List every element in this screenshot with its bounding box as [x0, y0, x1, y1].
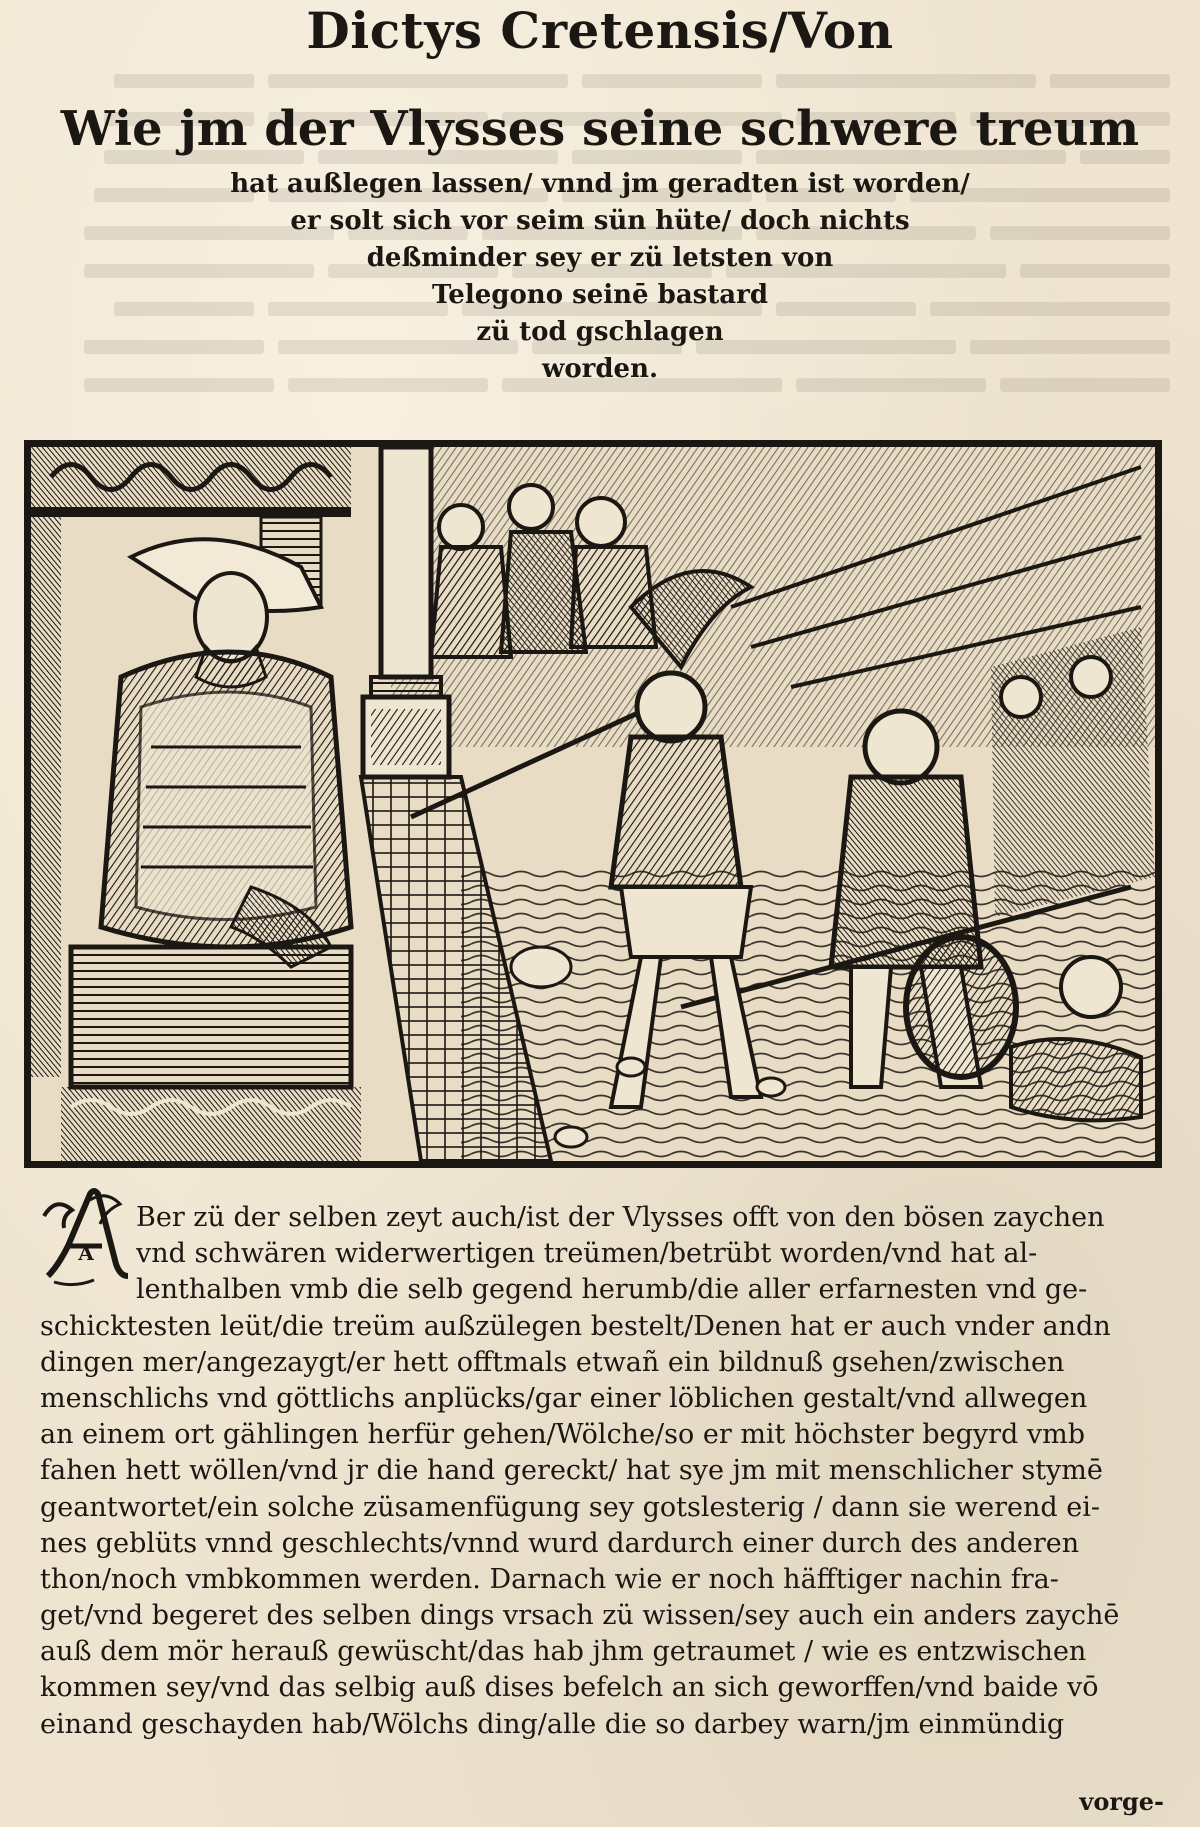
text-line: schicktesten leüt/die treüm außzülegen bestelt/Denen hat er auch vnder andn — [40, 1310, 1111, 1342]
subtitle-line: zü tod gschlagen — [476, 317, 724, 347]
text-line: geantwortet/ein solche züsamenfügung sey gotslesterig / dann sie werend ei- — [40, 1491, 1100, 1523]
chapter-headline: Wie jm der Vlysses seine schwere treum — [60, 101, 1140, 157]
subtitle-line: worden. — [541, 354, 659, 384]
text-line: lenthalben vmb die selb gegend herumb/die aller erfarnesten vnd ge- — [136, 1274, 1088, 1306]
chapter-subtitle — [120, 166, 1080, 388]
running-head: Dictys Cretensis/Von — [306, 1, 894, 60]
text-line: fahen hett wöllen/vnd jr die hand gereckt/ hat sye jm mit menschlicher stymē — [40, 1455, 1103, 1487]
text-line: an einem ort gählingen herfür gehen/Wölche/so er mit höchster begyrd vmb — [40, 1419, 1086, 1451]
text-line: Ber zü der selben zeyt auch/ist der Vlysses offt von den bösen zaychen — [136, 1202, 1105, 1233]
text-line: get/vnd begeret des selben dings vrsach zü wissen/sey auch ein anders zaychē — [40, 1600, 1120, 1632]
text-line: menschlichs vnd göttlichs anplücks/gar einer löblichen gestalt/vnd allwegen — [40, 1382, 1088, 1414]
woodcut-illustration — [24, 440, 1162, 1168]
subtitle-line: deßminder sey er zü letsten von — [366, 243, 834, 273]
subtitle-line: Telegono seinē bastard — [431, 280, 769, 310]
text-line: kommen sey/vnd das selbig auß dises befelch an sich geworffen/vnd baide vō — [40, 1672, 1099, 1704]
catchword: vorge- — [1079, 1787, 1164, 1816]
svg-text:A: A — [78, 1241, 94, 1265]
text-line: dingen mer/angezaygt/er hett offtmals etwañ ein bildnuß gsehen/zwischen — [40, 1346, 1065, 1378]
text-line: thon/noch vmbkommen werden. Darnach wie er noch häfftiger nachin fra- — [40, 1563, 1059, 1595]
text-line: vnd schwären widerwertigen treümen/betrübt worden/vnd hat al- — [136, 1238, 1038, 1270]
subtitle-line: hat außlegen lassen/ vnnd jm geradten ist worden/ — [230, 169, 970, 199]
subtitle-line: er solt sich vor seim sün hüte/ doch nichts — [290, 206, 910, 236]
body-text — [40, 1200, 1165, 1743]
text-line: einand geschayden hab/Wölchs ding/alle die so darbey warn/jm einmündig — [40, 1708, 1065, 1740]
text-line: auß dem mör herauß gewüscht/das hab jhm getraumet / wie es entzwischen — [40, 1636, 1087, 1668]
text-line: nes geblüts vnnd geschlechts/vnnd wurd dardurch einer durch des anderen — [40, 1527, 1080, 1559]
